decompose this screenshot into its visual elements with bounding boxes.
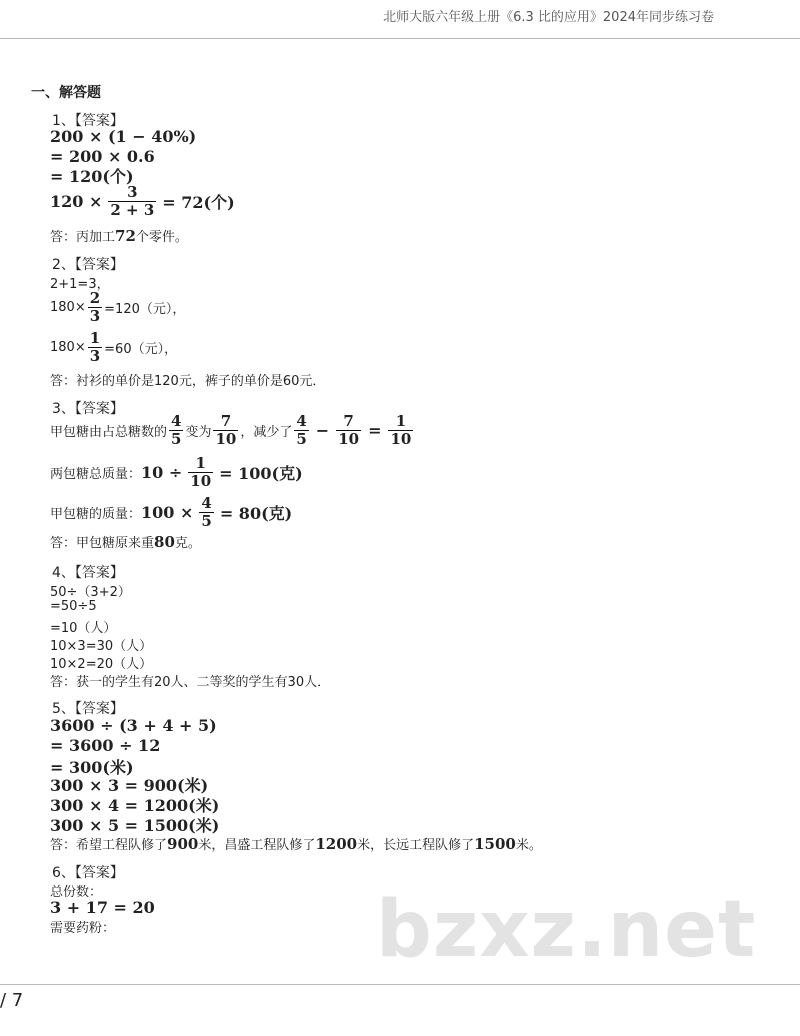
q3-fraction-4	[336, 413, 361, 448]
q3-answer	[50, 532, 201, 551]
q3-f1-num: 4	[171, 412, 182, 430]
q2-frac1-num: 2	[89, 289, 101, 307]
q1-line4-pre: 120 ×	[50, 192, 103, 211]
q5-answer-text-a: 答：希望工程队修了	[50, 838, 168, 853]
q3-line2-result: = 100(克)	[219, 464, 303, 483]
q4-line5: 10×2=20（人）	[50, 657, 153, 672]
q2-fraction-1	[88, 290, 102, 325]
watermark: bzxz.net	[376, 885, 757, 975]
q3-fraction-3	[294, 413, 308, 448]
q4-line3: =10（人）	[50, 621, 117, 636]
q5-answer-number-3: 1500	[474, 835, 516, 853]
q1-line1: 200 × (1 − 40%)	[50, 127, 197, 146]
q2-frac2-den: 3	[89, 347, 101, 365]
q3-line3-result: = 80(克)	[219, 504, 293, 523]
q3-f3-num: 4	[296, 412, 307, 430]
q3-answer-number: 80	[154, 533, 175, 551]
q1-frac-num: 3	[127, 183, 138, 201]
q5-line6: 300 × 5 = 1500(米)	[50, 816, 220, 835]
q6-line2: 3 + 17 = 20	[50, 898, 155, 917]
q3-f1-den: 5	[171, 430, 182, 448]
q2-line2-pre: 180×	[50, 300, 86, 315]
q3-f7-den: 5	[201, 512, 212, 530]
q1-fraction	[108, 184, 156, 219]
q3-line3-expr: 100 ×	[141, 503, 194, 522]
q5-answer-text-b: 米，昌盛工程队修了	[198, 838, 316, 853]
q5-answer	[50, 834, 542, 853]
document-title: 北师大版六年级上册《6.3 比的应用》2024年同步练习卷	[383, 10, 714, 25]
q1-answer-text-end: 个零件。	[135, 230, 188, 245]
q3-equals: =	[368, 421, 382, 440]
q3-line1-text-c: ，减少了	[240, 425, 293, 440]
q3-fraction-7	[199, 495, 213, 530]
q3-line1-text: 甲包糖由占总糖数的	[50, 425, 168, 440]
q3-line2-expr: 10 ÷	[141, 463, 183, 482]
q3-f2-num: 7	[220, 412, 232, 430]
q5-answer-text-d: 米。	[515, 838, 542, 853]
q2-line3-post: =60（元），	[104, 342, 178, 357]
q3-line3-text: 甲包糖的质量：	[50, 507, 142, 522]
q3-f5-den: 10	[390, 430, 412, 448]
q5-label: 5、【答案】	[52, 701, 124, 717]
q3-fraction-1	[169, 413, 183, 448]
q5-answer-text-c: 米，长远工程队修了	[357, 838, 475, 853]
q2-line2	[50, 290, 185, 325]
q4-answer: 答：获一的学生有20人、二等奖的学生有30人．	[50, 675, 331, 690]
q6-label: 6、【答案】	[52, 865, 124, 881]
q1-line4	[50, 184, 235, 219]
q2-line1: 2+1=3，	[50, 277, 110, 292]
q5-line2: = 3600 ÷ 12	[50, 736, 161, 755]
q3-f4-num: 7	[343, 412, 354, 430]
q3-line1-text-b: 变为	[185, 425, 212, 440]
q5-line5: 300 × 4 = 1200(米)	[50, 796, 220, 815]
q3-f2-den: 10	[215, 430, 237, 448]
q4-line2: =50÷5	[50, 599, 97, 614]
q2-line3	[50, 330, 177, 365]
q2-fraction-2	[88, 330, 102, 365]
q5-line3: = 300(米)	[50, 758, 134, 777]
q3-line2	[50, 455, 303, 490]
q3-minus: −	[315, 421, 330, 440]
q3-fraction-6	[188, 455, 213, 490]
q3-f3-den: 5	[296, 430, 307, 448]
q5-answer-number-2: 1200	[315, 835, 358, 853]
q4-label: 4、【答案】	[52, 565, 124, 581]
q3-f5-num: 1	[395, 412, 407, 430]
q3-line1	[50, 413, 415, 448]
q3-f6-den: 10	[190, 472, 212, 490]
q1-answer	[50, 226, 188, 245]
q1-label: 1、【答案】	[52, 113, 124, 129]
q2-frac2-num: 1	[89, 329, 101, 347]
q1-line4-post: = 72(个)	[162, 193, 235, 212]
section-title: 一、解答题	[31, 85, 101, 101]
q3-line3	[50, 495, 292, 530]
q3-f7-num: 4	[201, 494, 212, 512]
q4-line4: 10×3=30（人）	[50, 639, 153, 654]
q1-line2: = 200 × 0.6	[50, 147, 155, 166]
q5-line4: 300 × 3 = 900(米)	[50, 776, 209, 795]
q3-answer-text-end: 克。	[174, 536, 201, 551]
q1-frac-den: 2 + 3	[110, 201, 155, 219]
q3-fraction-5	[388, 413, 413, 448]
q1-answer-number: 72	[115, 227, 136, 245]
q3-f6-num: 1	[195, 454, 206, 472]
page-number: / 7	[0, 990, 24, 1011]
q3-line2-text: 两包糖总质量：	[50, 467, 142, 482]
page-header	[0, 0, 800, 39]
q2-label: 2、【答案】	[52, 257, 124, 273]
page-divider	[0, 984, 800, 985]
q3-label: 3、【答案】	[52, 401, 124, 417]
q3-answer-text: 答：甲包糖原来重	[50, 536, 155, 551]
q2-line3-pre: 180×	[50, 340, 86, 355]
q1-line3: = 120(个)	[50, 167, 134, 186]
q2-frac1-den: 3	[89, 307, 101, 325]
q3-f4-den: 10	[338, 430, 360, 448]
q2-line2-post: =120（元），	[104, 302, 186, 317]
q6-line1: 总份数：	[50, 885, 103, 900]
q3-fraction-2	[213, 413, 238, 448]
q4-line1: 50÷（3+2）	[50, 585, 131, 600]
q2-answer: 答：衬衫的单价是120元，裤子的单价是60元．	[50, 374, 326, 389]
q5-answer-number-1: 900	[167, 835, 199, 853]
q1-answer-text: 答：丙加工	[50, 230, 116, 245]
q5-line1: 3600 ÷ (3 + 4 + 5)	[50, 716, 217, 735]
q6-line3: 需要药粉：	[50, 921, 116, 936]
